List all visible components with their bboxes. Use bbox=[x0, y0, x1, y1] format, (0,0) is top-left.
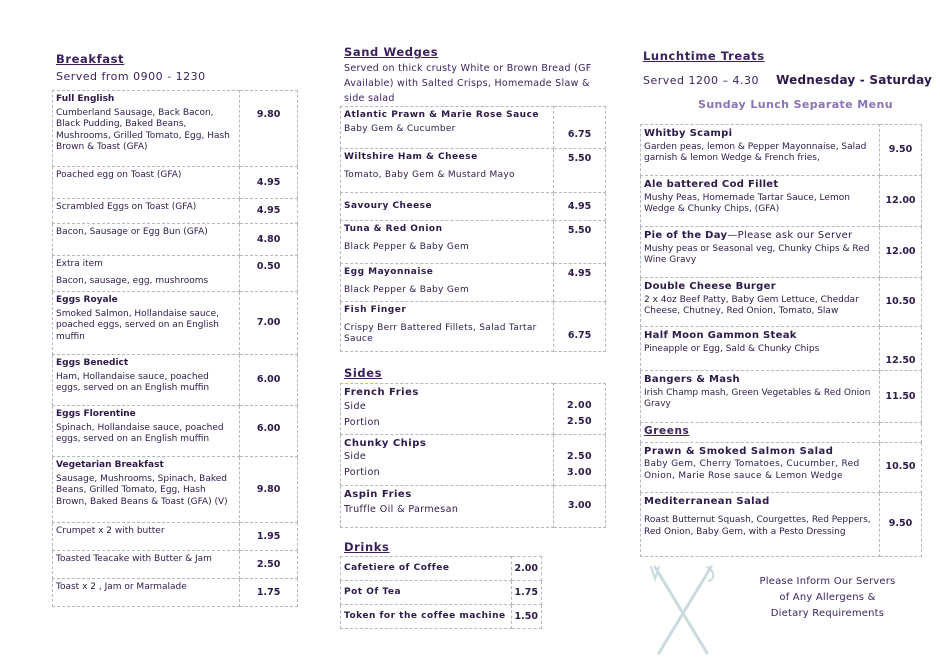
menu-row bbox=[341, 384, 606, 435]
item-name: Wiltshire Ham & Cheese bbox=[344, 152, 478, 162]
menu-row bbox=[641, 227, 922, 278]
sandwedges-header bbox=[344, 45, 606, 106]
item-desc: Mushy peas or Seasonal veg, Chunky Chips & Red Wine Gravy bbox=[644, 243, 870, 265]
menu-row bbox=[641, 176, 922, 227]
menu-row bbox=[341, 434, 606, 485]
item-price: 4.80 bbox=[240, 224, 298, 256]
item-price: 2.50 bbox=[567, 450, 593, 462]
item-desc: Black Pepper & Baby Gem bbox=[344, 284, 470, 295]
menu-row bbox=[341, 193, 606, 221]
item-price: 3.00 bbox=[554, 485, 606, 527]
menu-row bbox=[341, 485, 606, 527]
item-name: Fish Finger bbox=[344, 305, 407, 315]
item-name: Eggs Florentine bbox=[56, 409, 136, 419]
item-desc: Crumpet x 2 with butter bbox=[56, 526, 165, 536]
item-price: 10.50 bbox=[880, 278, 922, 327]
menu-row bbox=[341, 581, 542, 605]
item-name: Ale battered Cod Fillet bbox=[644, 179, 779, 190]
item-price: 2.50 bbox=[567, 415, 593, 427]
item-price: 1.95 bbox=[240, 523, 298, 551]
menu-row bbox=[53, 224, 298, 256]
menu-row bbox=[53, 91, 298, 167]
item-name: Savoury Cheese bbox=[344, 200, 433, 211]
menu-row bbox=[53, 199, 298, 224]
item-desc: Cumberland Sausage, Back Bacon, Black Pudding, Baked Beans, Mushrooms, Grilled Tomato, Egg, Hash Brown & Toast (GFA) bbox=[56, 107, 230, 152]
item-name bbox=[644, 230, 876, 242]
item-option: Portion bbox=[344, 416, 381, 428]
item-name: Whitby Scampi bbox=[644, 128, 733, 139]
menu-row bbox=[53, 457, 298, 523]
item-name: Pot Of Tea bbox=[344, 586, 402, 597]
item-option: Side bbox=[344, 400, 367, 412]
lunch-table bbox=[640, 124, 922, 557]
item-price: 2.00 bbox=[567, 399, 593, 411]
menu-row bbox=[641, 371, 922, 423]
item-name: Full English bbox=[56, 94, 115, 104]
lunch-title: Lunchtime Treats bbox=[643, 49, 765, 63]
drinks-table bbox=[340, 556, 542, 629]
item-price: 4.95 bbox=[554, 264, 606, 302]
menu-row bbox=[641, 442, 922, 492]
item-desc: Poached egg on Toast (GFA) bbox=[56, 170, 182, 180]
crossed-cutlery-icon bbox=[645, 565, 725, 655]
greens-title: Greens bbox=[644, 425, 690, 437]
item-price: 3.00 bbox=[567, 466, 593, 478]
item-desc: Extra item bbox=[56, 259, 103, 269]
item-name: Eggs Royale bbox=[56, 295, 118, 305]
menu-row bbox=[341, 264, 606, 302]
breakfast-table bbox=[52, 90, 298, 607]
item-name: Eggs Benedict bbox=[56, 358, 129, 368]
item-price: 6.00 bbox=[240, 355, 298, 406]
sides-title: Sides bbox=[344, 366, 383, 380]
item-name: Mediterranean Salad bbox=[644, 495, 770, 507]
allergen-line: of Any Allergens & bbox=[779, 592, 876, 603]
item-desc: Garden peas, lemon & Pepper Mayonnaise, Salad garnish & lemon Wedge & French fries, bbox=[644, 141, 867, 163]
sandwedges-table bbox=[340, 106, 606, 352]
item-name: Prawn & Smoked Salmon Salad bbox=[644, 445, 834, 457]
item-price: 4.95 bbox=[554, 193, 606, 221]
item-desc: Toast x 2 , Jam or Marmalade bbox=[56, 582, 187, 592]
menu-row bbox=[341, 605, 542, 629]
item-desc: Irish Champ mash, Green Vegetables & Red Onion Gravy bbox=[644, 387, 871, 409]
item-price: 9.80 bbox=[240, 91, 298, 167]
menu-row bbox=[641, 327, 922, 371]
item-desc: Spinach, Hollandaise sauce, poached eggs, served on an English muffin bbox=[56, 422, 224, 444]
menu-row bbox=[53, 256, 298, 292]
sandwedges-intro: Served on thick crusty White or Brown Bread (GF Available) with Salted Crisps, Homemade Slaw & side salad bbox=[344, 63, 592, 104]
breakfast-header bbox=[56, 52, 206, 83]
lunch-days: Wednesday - Saturday bbox=[776, 73, 933, 87]
item-desc: Mushy Peas, Homemade Tartar Sauce, Lemon Wedge & Chunky Chips, (GFA) bbox=[644, 192, 850, 214]
item-name-text: Pie of the Day bbox=[644, 230, 728, 241]
item-price: 1.50 bbox=[511, 605, 541, 629]
item-desc: Scrambled Eggs on Toast (GFA) bbox=[56, 202, 197, 212]
menu-row bbox=[341, 107, 606, 149]
item-name: Tuna & Red Onion bbox=[344, 224, 443, 234]
menu-row bbox=[53, 355, 298, 406]
menu-row bbox=[53, 167, 298, 199]
item-option: Truffle Oil & Parmesan bbox=[344, 504, 459, 515]
menu-row bbox=[53, 579, 298, 607]
sandwedges-title: Sand Wedges bbox=[344, 45, 439, 59]
item-desc: Roast Butternut Squash, Courgettes, Red Peppers, Red Onion, Baby Gem, with a Pesto Dressing bbox=[644, 515, 871, 537]
item-desc: Smoked Salmon, Hollandaise sauce, poached eggs, served on an English muffin bbox=[56, 308, 219, 342]
item-name: Cafetiere of Coffee bbox=[344, 562, 450, 573]
menu-row bbox=[341, 221, 606, 264]
item-desc: Baby Gem, Cherry Tomatoes, Cucumber, Red Onion, Marie Rose sauce & Lemon Wedge bbox=[644, 459, 860, 481]
item-price: 2.00 bbox=[511, 557, 541, 581]
allergen-line: Please Inform Our Servers bbox=[759, 576, 896, 587]
item-price: 1.75 bbox=[511, 581, 541, 605]
item-price: 4.95 bbox=[240, 167, 298, 199]
item-price: 0.50 bbox=[240, 256, 298, 292]
menu-row bbox=[641, 278, 922, 327]
breakfast-hours: Served from 0900 - 1230 bbox=[56, 70, 206, 83]
item-desc-2: Bacon, sausage, egg, mushrooms bbox=[56, 275, 209, 286]
item-price: 6.00 bbox=[240, 406, 298, 457]
menu-row bbox=[53, 406, 298, 457]
sunday-lunch-note: Sunday Lunch Separate Menu bbox=[698, 98, 893, 111]
item-desc: 2 x 4oz Beef Patty, Baby Gem Lettuce, Cheddar Cheese, Chutney, Red Onion, Tomato, Slaw bbox=[644, 294, 859, 316]
item-desc: Baby Gem & Cucumber bbox=[344, 123, 456, 134]
menu-row bbox=[341, 557, 542, 581]
item-price: 7.00 bbox=[240, 292, 298, 355]
item-desc: Bacon, Sausage or Egg Bun (GFA) bbox=[56, 227, 208, 237]
item-option: Side bbox=[344, 451, 367, 462]
menu-row bbox=[53, 292, 298, 355]
item-price: 4.95 bbox=[240, 199, 298, 224]
item-price: 11.50 bbox=[880, 371, 922, 423]
sides-table bbox=[340, 383, 606, 528]
item-name: Token for the coffee machine bbox=[344, 610, 506, 621]
menu-row bbox=[341, 302, 606, 352]
item-price: 1.75 bbox=[240, 579, 298, 607]
menu-row bbox=[53, 551, 298, 579]
item-price: 9.50 bbox=[880, 492, 922, 556]
item-price: 9.50 bbox=[880, 125, 922, 176]
lunch-header bbox=[643, 49, 933, 111]
item-desc: Crispy Berr Battered Fillets, Salad Tartar Sauce bbox=[344, 322, 537, 344]
item-name: Aspin Fries bbox=[344, 488, 412, 500]
item-option: Portion bbox=[344, 467, 381, 478]
item-price: 5.50 bbox=[554, 149, 606, 193]
item-price: 2.50 bbox=[240, 551, 298, 579]
item-desc: Toasted Teacake with Butter & Jam bbox=[56, 554, 212, 564]
lunch-hours: Served 1200 – 4.30 bbox=[643, 74, 760, 87]
breakfast-title: Breakfast bbox=[56, 52, 125, 66]
item-price: 9.80 bbox=[240, 457, 298, 523]
allergen-notice bbox=[740, 574, 915, 622]
item-name: Double Cheese Burger bbox=[644, 281, 776, 292]
menu-row bbox=[341, 149, 606, 193]
item-price: 10.50 bbox=[880, 442, 922, 492]
menu-row bbox=[53, 523, 298, 551]
item-price: 12.50 bbox=[880, 327, 922, 371]
item-name: Egg Mayonnaise bbox=[344, 267, 434, 277]
item-desc: Black Pepper & Baby Gem bbox=[344, 241, 470, 252]
item-desc: Tomato, Baby Gem & Mustard Mayo bbox=[344, 169, 515, 180]
item-name: French Fries bbox=[344, 387, 419, 398]
drinks-title: Drinks bbox=[344, 540, 390, 554]
menu-row bbox=[641, 492, 922, 556]
item-price: 5.50 bbox=[554, 221, 606, 264]
item-price: 12.00 bbox=[880, 176, 922, 227]
item-price: 6.75 bbox=[554, 302, 606, 352]
item-desc: Sausage, Mushrooms, Spinach, Baked Beans, Grilled Tomato, Egg, Hash Brown, Baked Beans & Toast (GFA) (V) bbox=[56, 473, 228, 507]
item-name: Half Moon Gammon Steak bbox=[644, 330, 797, 341]
item-name: Chunky Chips bbox=[344, 437, 427, 449]
item-name: Bangers & Mash bbox=[644, 374, 740, 385]
item-name-extra: —Please ask our Server bbox=[727, 230, 853, 241]
item-name: Atlantic Prawn & Marie Rose Sauce bbox=[344, 110, 540, 120]
item-price: 6.75 bbox=[554, 107, 606, 149]
item-price: 12.00 bbox=[880, 227, 922, 278]
allergen-line: Dietary Requirements bbox=[770, 608, 885, 619]
item-name: Vegetarian Breakfast bbox=[56, 460, 164, 470]
item-desc: Pineapple or Egg, Sald & Chunky Chips bbox=[644, 343, 820, 354]
menu-row bbox=[641, 125, 922, 176]
item-desc: Ham, Hollandaise sauce, poached eggs, served on an English muffin bbox=[56, 371, 210, 393]
greens-heading-row bbox=[641, 423, 922, 443]
